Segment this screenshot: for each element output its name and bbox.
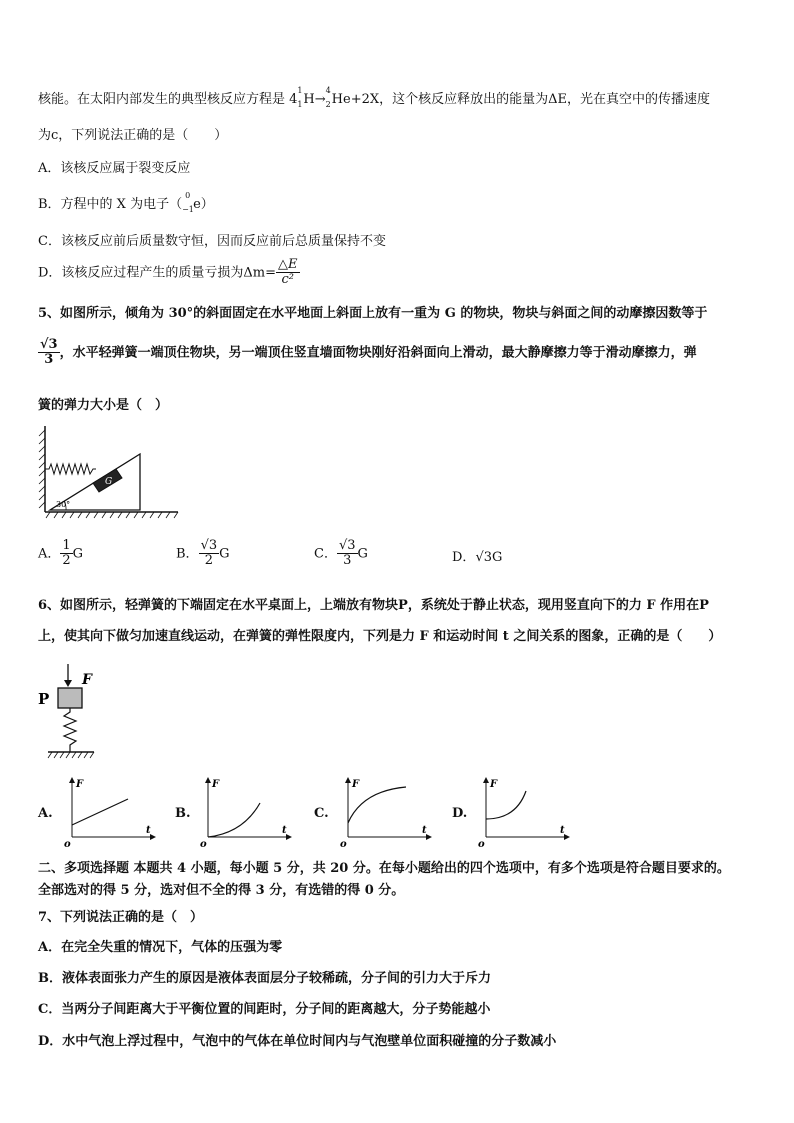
q4-option-b — [38, 193, 214, 212]
electron-mass-number: 0 — [185, 191, 191, 200]
section2-header-line2: 全部选对的得 5 分，选对但不全的得 3 分，有选错的得 0 分。 — [38, 883, 405, 898]
origin-label: o — [64, 839, 71, 850]
block-label: G — [105, 477, 113, 487]
mu-numerator: √3 — [40, 337, 58, 352]
h-charge-number: 1 — [297, 100, 303, 109]
electron-charge-number: −1 — [182, 205, 194, 214]
q6-option-b-letter: B. — [175, 806, 191, 821]
fraction-denominator: 2 — [62, 553, 71, 569]
q4-option-b-text: B．方程中的 X 为电子（ — [38, 197, 183, 212]
he-charge-number: 2 — [325, 100, 331, 109]
q6-option-c-letter: C. — [314, 806, 329, 821]
origin-label: o — [478, 839, 485, 850]
graph-c-curve — [348, 787, 406, 823]
electron-symbol: e — [193, 197, 201, 212]
q6-stem-line1: 6、如图所示，轻弹簧的下端固定在水平桌面上，上端放有物块P，系统处于静止状态，现用竖直向下的力 F 作用在P — [38, 598, 709, 613]
fraction-numerator: √3 — [338, 538, 356, 553]
q7-option-c: C．当两分子间距离大于平衡位置的间距时，分子间的距离越大，分子势能越小 — [38, 1002, 491, 1017]
q5-stem-line3: 簧的弹力大小是（ ） — [38, 398, 169, 413]
origin-label: o — [340, 839, 347, 850]
h1-nuclide — [297, 86, 315, 109]
q5-option-b — [176, 539, 230, 569]
mass-defect-fraction — [276, 258, 300, 288]
option-fraction — [199, 539, 220, 569]
fraction-numerator: △E — [278, 257, 298, 272]
option-letter: C． — [314, 546, 337, 562]
option-fraction — [337, 539, 358, 569]
q4-option-b-close: ） — [200, 197, 214, 212]
graph-a-curve — [72, 799, 128, 825]
q7-option-b: B．液体表面张力产生的原因是液体表面层分子较稀疏，分子间的引力大于斥力 — [38, 971, 491, 986]
q4-stem-line2: 为c，下列说法正确的是（ ） — [38, 128, 228, 143]
option-letter: B． — [176, 546, 199, 562]
h-mass-number: 1 — [297, 86, 303, 95]
he-mass-number: 4 — [325, 86, 331, 95]
q7-option-a: A．在完全失重的情况下，气体的压强为零 — [38, 940, 283, 955]
angle-label: 30° — [56, 500, 71, 509]
h-symbol: H — [303, 92, 315, 107]
electron-nuclide — [182, 191, 201, 214]
spring-block-figure — [36, 660, 106, 764]
q5-option-a — [38, 539, 83, 569]
option-unit: G — [357, 546, 368, 562]
q6-graph-b — [198, 775, 294, 850]
q4-option-d-text: D．该核反应过程产生的质量亏损为Δm= — [38, 265, 277, 281]
option-value: √3 — [475, 550, 492, 565]
q6-option-a-letter: A. — [38, 806, 53, 821]
fraction-denominator: c² — [281, 272, 295, 288]
q5-option-d — [452, 546, 502, 565]
fraction-denominator: 2 — [204, 553, 213, 569]
q5-stem-line2 — [38, 338, 697, 368]
incline-spring-figure — [36, 424, 186, 520]
fraction-denominator: 3 — [343, 553, 352, 569]
fraction-numerator: 1 — [62, 538, 71, 553]
q4-stem-line1 — [38, 88, 710, 107]
mu-denominator: 3 — [44, 352, 54, 368]
section2-header-line1: 二、多项选择题 本题共 4 小题，每小题 5 分，共 20 分。在每小题给出的四个选项中，有多个选项是符合题目要求的。 — [38, 861, 730, 876]
force-f-label: F — [82, 672, 92, 688]
y-axis-label: F — [352, 779, 360, 790]
x-axis-label: t — [422, 825, 427, 836]
he-symbol: He — [331, 92, 351, 107]
q6-graph-c — [338, 775, 434, 850]
q6-option-d-letter: D. — [452, 806, 468, 821]
origin-label: o — [200, 839, 207, 850]
y-axis-label: F — [212, 779, 220, 790]
x-axis-label: t — [560, 825, 565, 836]
friction-coefficient-fraction — [38, 338, 60, 368]
q4-stem-text-2: +2X，这个核反应释放出的能量为ΔE，光在真空中的传播速度 — [350, 92, 710, 107]
q4-option-a: A．该核反应属于裂变反应 — [38, 161, 191, 176]
y-axis-label: F — [76, 779, 84, 790]
option-letter: D． — [452, 550, 476, 565]
q4-stem-text: 核能。在太阳内部发生的典型核反应方程是 4 — [38, 92, 298, 107]
q7-stem: 7、下列说法正确的是（ ） — [38, 910, 204, 925]
x-axis-label: t — [282, 825, 287, 836]
graph-d-curve — [486, 791, 526, 819]
q6-graph-d — [476, 775, 572, 850]
reaction-arrow: → — [314, 92, 326, 107]
option-unit: G — [72, 546, 84, 562]
option-unit: G — [492, 550, 503, 565]
q6-stem-line2: 上，使其向下做匀加速直线运动，在弹簧的弹性限度内，下列是力 F 和运动时间 t 之间关系的图象，正确的是（ ） — [38, 629, 722, 644]
option-letter: A． — [38, 546, 61, 562]
q5-stem-line1: 5、如图所示，倾角为 30°的斜面固定在水平地面上斜面上放有一重为 G 的物块，物块与斜面之间的动摩擦因数等于 — [38, 306, 708, 321]
q7-option-d: D．水中气泡上浮过程中，气泡中的气体在单位时间内与气泡壁单位面积碰撞的分子数减小 — [38, 1034, 557, 1049]
he4-nuclide — [325, 86, 351, 109]
q5-option-c — [314, 539, 368, 569]
option-unit: G — [219, 546, 230, 562]
x-axis-label: t — [146, 825, 151, 836]
q4-option-c: C．该核反应前后质量数守恒，因而反应前后总质量保持不变 — [38, 234, 386, 249]
q4-option-d — [38, 258, 300, 288]
y-axis-label: F — [490, 779, 498, 790]
block-p-label: P — [38, 690, 50, 708]
q5-stem-text: ，水平轻弹簧一端顶住物块，另一端顶住竖直墙面物块刚好沿斜面向上滑动，最大静摩擦力等于滑动摩擦力，弹 — [59, 345, 697, 361]
graph-b-curve — [208, 803, 260, 837]
option-fraction — [60, 539, 72, 569]
fraction-numerator: √3 — [200, 538, 218, 553]
q6-graph-a — [62, 775, 158, 850]
